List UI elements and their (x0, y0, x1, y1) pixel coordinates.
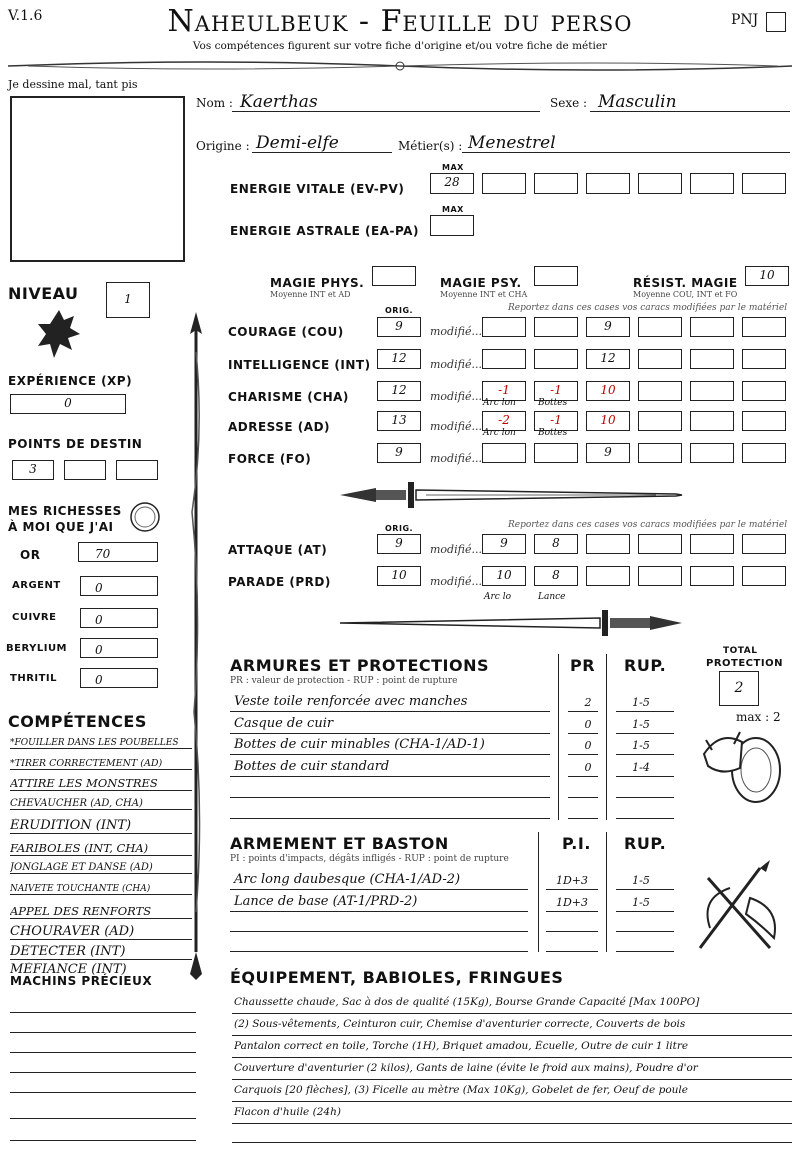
cha-mod-value: 10 (600, 383, 616, 397)
at-modifie-label: modifié... (430, 543, 482, 556)
armement-pi-header: P.I. (562, 834, 591, 853)
destin-box[interactable] (116, 460, 158, 480)
armure-pr: 0 (584, 761, 592, 774)
cha-label: CHARISME (CHA) (228, 390, 349, 404)
armures-label: ARMURES ET PROTECTIONS (230, 656, 489, 675)
ev-box[interactable] (690, 173, 734, 194)
machins-line[interactable] (10, 1140, 196, 1141)
pnj-label: PNJ (731, 12, 759, 28)
equipement-line[interactable]: Couverture d'aventurier (2 kilos), Gants de laine (évite le froid aux mains), Poudre d'or (232, 1062, 792, 1080)
metier-label: Métier(s) : (398, 139, 463, 153)
armement-sub: PI : points d'impacts, dégâts infligés - RUP : point de rupture (230, 854, 509, 864)
caracs-orig-label: ORIG. (385, 306, 414, 315)
magie-phys-sub: Moyenne INT et AD (270, 290, 351, 299)
ad-mod-box[interactable] (742, 411, 786, 431)
niveau-value: 1 (124, 292, 132, 306)
fo-mod-box[interactable] (690, 443, 734, 463)
prd-mod-box[interactable] (638, 566, 682, 586)
int-orig-box[interactable] (377, 349, 421, 369)
fo-mod-box[interactable] (534, 443, 578, 463)
machins-line[interactable] (10, 1072, 196, 1073)
armure-rup-line[interactable] (616, 711, 674, 712)
competence-item: ATTIRE LES MONSTRES (10, 776, 192, 791)
competence-item: CHEVAUCHER (AD, CHA) (10, 798, 192, 810)
ev-label: ENERGIE VITALE (EV-PV) (230, 182, 405, 196)
ad-note: Arc lon (483, 428, 516, 438)
equipement-line[interactable]: Carquois [20 flèches], (3) Ficelle au mètre (Max 10Kg), Gobelet de fer, Oeuf de poule (232, 1084, 792, 1102)
sheet-title: Naheulbeuk - Feuille du perso (167, 4, 633, 39)
at-mod-box[interactable] (534, 534, 578, 554)
fo-orig-value: 9 (395, 445, 403, 459)
arme-pi-line[interactable] (546, 951, 598, 952)
cuivre-value: 0 (95, 613, 103, 627)
magie-psy-box[interactable] (534, 266, 578, 286)
armures-rup-header: RUP. (624, 656, 667, 675)
int-modifie-label: modifié... (430, 358, 482, 371)
xp-value: 0 (64, 396, 72, 410)
equipement-line[interactable]: Flacon d'huile (24h) (232, 1106, 792, 1124)
ad-mod-box[interactable] (586, 411, 630, 431)
armure-rup-line[interactable] (616, 733, 674, 734)
arme-pi-line[interactable] (546, 889, 598, 890)
ev-box[interactable] (534, 173, 578, 194)
arme-line[interactable] (230, 951, 528, 952)
ad-orig-box[interactable] (377, 411, 421, 431)
nom-value: Kaerthas (240, 92, 318, 112)
sexe-value: Masculin (598, 92, 677, 112)
ad-mod-box[interactable] (690, 411, 734, 431)
machins-line[interactable] (10, 1118, 196, 1119)
ev-box[interactable] (586, 173, 630, 194)
armures-divider (558, 654, 559, 820)
cha-mod-box[interactable] (638, 381, 682, 401)
cou-orig-value: 9 (395, 319, 403, 333)
ea-label: ENERGIE ASTRALE (EA-PA) (230, 224, 419, 238)
prd-mod-box[interactable] (534, 566, 578, 586)
cha-note: Bottes (538, 398, 568, 408)
sexe-label: Sexe : (550, 96, 588, 110)
cha-modifie-label: modifié... (430, 390, 482, 403)
fo-mod-box[interactable] (638, 443, 682, 463)
sheet-subtitle: Vos compétences figurent sur votre fiche d'origine et/ou votre fiche de métier (192, 40, 608, 52)
coin-icon (128, 500, 162, 534)
combat-note: Reportez dans ces cases vos caracs modifiées par le matériel (508, 520, 788, 530)
arme-rup: 1-5 (632, 874, 650, 887)
arme-rup-line[interactable] (616, 889, 674, 890)
at-mod-box[interactable] (638, 534, 682, 554)
portrait-label: Je dessine mal, tant pis (8, 78, 138, 91)
niveau-label: NIVEAU (8, 284, 79, 303)
origine-label: Origine : (196, 139, 250, 153)
ad-mod-value: -2 (498, 413, 510, 427)
resist-magie-sub: Moyenne COU, INT et FO (633, 290, 738, 299)
arme-rup-line[interactable] (616, 911, 674, 912)
header-ornament (8, 54, 792, 78)
competences-label: COMPÉTENCES (8, 712, 147, 731)
armure-pr: 0 (584, 718, 592, 731)
fo-mod-box[interactable] (482, 443, 526, 463)
richesses-label: MES RICHESSES (8, 504, 122, 518)
argent-value: 0 (95, 581, 103, 595)
cou-mod-box[interactable] (690, 317, 734, 337)
armures-pr-header: PR (570, 656, 596, 675)
arme-name: Lance de base (AT-1/PRD-2) (234, 894, 418, 909)
magie-phys-box[interactable] (372, 266, 416, 286)
total-protection-label-2: PROTECTION (706, 658, 783, 669)
cou-mod-box[interactable] (638, 317, 682, 337)
armure-rup-line[interactable] (616, 776, 674, 777)
arme-pi-line[interactable] (546, 911, 598, 912)
armures-divider (606, 654, 607, 820)
at-mod-box[interactable] (482, 534, 526, 554)
ad-mod-value: 10 (600, 413, 616, 427)
armure-line[interactable] (230, 776, 550, 777)
dragon-icon (34, 306, 84, 364)
armures-sub: PR : valeur de protection - RUP : point de rupture (230, 676, 458, 686)
cuivre-label: CUIVRE (12, 612, 57, 623)
ad-label: ADRESSE (AD) (228, 420, 331, 434)
equipement-line[interactable]: Chaussette chaude, Sac à dos de qualité (15Kg), Bourse Grande Capacité [Max 100PO] (232, 996, 792, 1014)
caracs-note: Reportez dans ces cases vos caracs modifiées par le matériel (508, 303, 788, 313)
int-mod-box[interactable] (586, 349, 630, 369)
int-mod-value: 12 (600, 351, 616, 365)
richesses-label-2: À MOI QUE J'AI (8, 520, 114, 534)
nom-field[interactable] (232, 92, 540, 112)
armement-divider (606, 832, 607, 952)
competence-item: NAÏVETÉ TOUCHANTE (CHA) (10, 884, 192, 895)
competence-item: *FOUILLER DANS LES POUBELLES (10, 738, 192, 749)
competence-item: JONGLAGE ET DANSE (AD) (10, 862, 192, 874)
metier-value: Menestrel (468, 133, 556, 153)
niveau-box[interactable] (106, 282, 150, 318)
cha-note: Arc lon (483, 398, 516, 408)
prd-orig-box[interactable] (377, 566, 421, 586)
total-protection-value: 2 (734, 680, 744, 696)
berylium-value: 0 (95, 643, 103, 657)
machins-line[interactable] (10, 1032, 196, 1033)
or-box[interactable] (78, 542, 158, 562)
destin-box[interactable] (64, 460, 106, 480)
armement-divider (538, 832, 539, 952)
int-label: INTELLIGENCE (INT) (228, 358, 371, 372)
ev-max-box[interactable] (430, 173, 474, 194)
armement-rup-header: RUP. (624, 834, 667, 853)
combat-orig-label: ORIG. (385, 524, 414, 533)
prd-label: PARADE (PRD) (228, 575, 331, 589)
competence-item: ÉRUDITION (INT) (10, 818, 192, 834)
cou-modifie-label: modifié... (430, 325, 482, 338)
combat-note-item: Lance (538, 592, 566, 602)
int-mod-box[interactable] (690, 349, 734, 369)
competence-item: *TIRER CORRECTEMENT (AD) (10, 758, 192, 770)
destin-value: 3 (29, 462, 37, 476)
cha-orig-box[interactable] (377, 381, 421, 401)
helmet-shield-icon (700, 724, 782, 810)
armure-line[interactable] (230, 754, 550, 755)
ad-mod-box[interactable] (638, 411, 682, 431)
armure-rup-line[interactable] (616, 797, 674, 798)
spear-ornament (184, 312, 208, 980)
at-mod-box[interactable] (690, 534, 734, 554)
armure-pr-line[interactable] (568, 797, 598, 798)
cou-mod-box[interactable] (586, 317, 630, 337)
competence-item: APPEL DES RENFORTS (10, 904, 192, 919)
sexe-field[interactable] (590, 92, 790, 112)
combat-note-item: Arc lo (484, 592, 511, 602)
arme-rup-line[interactable] (616, 931, 674, 932)
cou-mod-value: 9 (604, 319, 612, 333)
prd-mod-box[interactable] (482, 566, 526, 586)
fo-modifie-label: modifié... (430, 452, 482, 465)
competence-item: MÉFIANCE (INT) (10, 962, 127, 977)
resist-magie-value: 10 (759, 268, 775, 282)
at-mod-value: 9 (500, 536, 508, 550)
armure-pr-line[interactable] (568, 733, 598, 734)
armure-name: Veste toile renforcée avec manches (234, 694, 468, 709)
int-mod-box[interactable] (742, 349, 786, 369)
ev-max-label: MAX (442, 163, 464, 172)
berylium-box[interactable] (80, 638, 158, 658)
arme-line[interactable] (230, 911, 528, 912)
ad-mod-value: -1 (550, 413, 562, 427)
fo-mod-box[interactable] (742, 443, 786, 463)
magie-psy-sub: Moyenne INT et CHA (440, 290, 528, 299)
total-protection-box[interactable] (719, 671, 759, 706)
destin-box[interactable] (12, 460, 54, 480)
pnj-checkbox[interactable] (766, 12, 786, 32)
arme-line[interactable] (230, 889, 528, 890)
total-protection-label: TOTAL (723, 646, 758, 656)
xp-label: EXPÉRIENCE (XP) (8, 374, 133, 388)
prd-mod-box[interactable] (690, 566, 734, 586)
armure-rup-line[interactable] (616, 754, 674, 755)
nom-label: Nom : (196, 96, 233, 110)
ad-note: Bottes (538, 428, 568, 438)
cha-mod-box[interactable] (690, 381, 734, 401)
sword-icon (336, 606, 686, 640)
fo-orig-box[interactable] (377, 443, 421, 463)
ad-modifie-label: modifié... (430, 420, 482, 433)
at-label: ATTAQUE (AT) (228, 543, 328, 557)
prd-mod-value: 10 (496, 568, 512, 582)
origine-field[interactable] (252, 133, 392, 153)
armement-label: ARMEMENT ET BASTON (230, 834, 449, 853)
arme-name: Arc long daubesque (CHA-1/AD-2) (234, 872, 461, 887)
equipement-line[interactable]: Pantalon correct en toile, Torche (1H), Briquet amadou, Écuelle, Outre de cuir 1 litre (232, 1040, 792, 1058)
or-value: 70 (95, 547, 111, 561)
at-orig-value: 9 (395, 536, 403, 550)
prd-mod-box[interactable] (742, 566, 786, 586)
armure-line[interactable] (230, 711, 550, 712)
destin-label: POINTS DE DESTIN (8, 437, 143, 451)
ev-box[interactable] (638, 173, 682, 194)
metier-field[interactable] (462, 133, 790, 153)
ev-max-value: 28 (444, 175, 460, 189)
thritil-value: 0 (95, 673, 103, 687)
machins-line[interactable] (10, 1092, 196, 1093)
cha-orig-value: 12 (391, 383, 407, 397)
armure-rup: 1-5 (632, 739, 650, 752)
argent-box[interactable] (80, 576, 158, 596)
armure-rup: 1-5 (632, 696, 650, 709)
ad-orig-value: 13 (391, 413, 407, 427)
thritil-label: THRITIL (10, 673, 58, 684)
origine-value: Demi-elfe (256, 133, 339, 153)
cou-mod-box[interactable] (742, 317, 786, 337)
armure-pr: 2 (584, 696, 592, 709)
prd-orig-value: 10 (391, 568, 407, 582)
armure-name: Bottes de cuir standard (234, 759, 390, 774)
armure-line[interactable] (230, 818, 550, 819)
resist-magie-label: RÉSIST. MAGIE (633, 276, 738, 290)
machins-label: MACHINS PRÉCIEUX (10, 974, 153, 988)
or-label: OR (20, 548, 41, 562)
armure-pr-line[interactable] (568, 754, 598, 755)
cha-mod-value: -1 (498, 383, 510, 397)
ea-max-label: MAX (442, 205, 464, 214)
weapons-icon (690, 858, 788, 958)
ev-box[interactable] (742, 173, 786, 194)
arme-line[interactable] (230, 931, 528, 932)
fo-mod-box[interactable] (586, 443, 630, 463)
prd-mod-box[interactable] (586, 566, 630, 586)
int-orig-value: 12 (391, 351, 407, 365)
armure-pr-line[interactable] (568, 818, 598, 819)
int-mod-box[interactable] (638, 349, 682, 369)
int-mod-box[interactable] (534, 349, 578, 369)
cha-mod-box[interactable] (586, 381, 630, 401)
armure-name: Casque de cuir (234, 716, 334, 731)
competence-item: FARIBOLES (INT, CHA) (10, 841, 192, 856)
portrait-box[interactable] (10, 96, 185, 262)
thritil-box[interactable] (80, 668, 158, 688)
armure-pr-line[interactable] (568, 776, 598, 777)
berylium-label: BERYLIUM (6, 643, 68, 654)
armure-line[interactable] (230, 797, 550, 798)
prd-mod-value: 8 (552, 568, 560, 582)
cha-mod-value: -1 (550, 383, 562, 397)
cou-orig-box[interactable] (377, 317, 421, 337)
version: V.1.6 (8, 8, 43, 24)
magie-phys-label: MAGIE PHYS. (270, 276, 365, 290)
machins-line[interactable] (10, 1012, 196, 1013)
resist-magie-box[interactable] (745, 266, 789, 286)
sword-icon (336, 478, 686, 512)
equipement-line[interactable]: (2) Sous-vêtements, Ceinturon cuir, Chemise d'aventurier correcte, Couverts de bois (232, 1018, 792, 1036)
cou-mod-box[interactable] (534, 317, 578, 337)
armure-pr: 0 (584, 739, 592, 752)
machins-line[interactable] (10, 1052, 196, 1053)
armure-rup-line[interactable] (616, 818, 674, 819)
at-mod-value: 8 (552, 536, 560, 550)
fo-mod-value: 9 (604, 445, 612, 459)
argent-label: ARGENT (12, 580, 61, 591)
cou-label: COURAGE (COU) (228, 325, 344, 339)
armure-name: Bottes de cuir minables (CHA-1/AD-1) (234, 737, 485, 752)
int-mod-box[interactable] (482, 349, 526, 369)
prd-modifie-label: modifié... (430, 575, 482, 588)
at-orig-box[interactable] (377, 534, 421, 554)
arme-pi: 1D+3 (555, 874, 589, 887)
arme-pi: 1D+3 (555, 896, 589, 909)
competence-item: DÉTECTER (INT) (10, 944, 192, 960)
ev-box[interactable] (482, 173, 526, 194)
ea-max-box[interactable] (430, 215, 474, 236)
max-protection: max : 2 (736, 710, 781, 724)
fo-label: FORCE (FO) (228, 452, 312, 466)
arme-pi-line[interactable] (546, 931, 598, 932)
armure-rup: 1-4 (632, 761, 650, 774)
arme-rup: 1-5 (632, 896, 650, 909)
cha-mod-box[interactable] (742, 381, 786, 401)
at-mod-box[interactable] (742, 534, 786, 554)
armure-line[interactable] (230, 733, 550, 734)
arme-rup-line[interactable] (616, 951, 674, 952)
armure-rup: 1-5 (632, 718, 650, 731)
competence-item: CHOURAVER (AD) (10, 924, 192, 940)
xp-box[interactable] (10, 394, 126, 414)
cou-mod-box[interactable] (482, 317, 526, 337)
at-mod-box[interactable] (586, 534, 630, 554)
cuivre-box[interactable] (80, 608, 158, 628)
armure-pr-line[interactable] (568, 711, 598, 712)
equipement-label: ÉQUIPEMENT, BABIOLES, FRINGUES (230, 968, 564, 987)
equipement-line[interactable] (232, 1142, 792, 1143)
magie-psy-label: MAGIE PSY. (440, 276, 522, 290)
